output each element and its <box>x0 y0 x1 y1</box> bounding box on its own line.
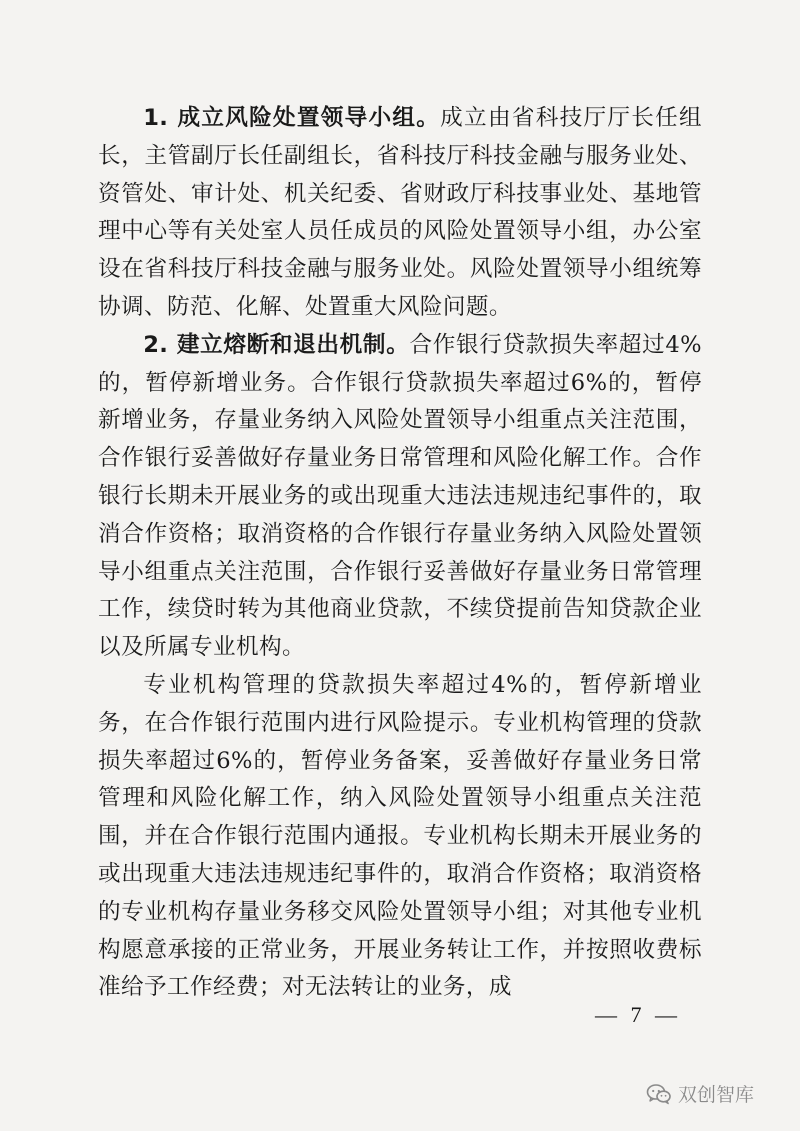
paragraph-circuit-breaker <box>98 327 702 667</box>
paragraph-text: 成立由省科技厅厅长任组长，主管副厅长任副组长，省科技厅科技金融与服务业处、资管处、审计处、机关纪委、省财政厅科技事业处、基地管理中心等有关处室人员任成员的风险处置领导小组，办公室设在省科技厅科技金融与服务业处。风险处置领导小组统筹协调、防范、化解、处置重大风险问题。 <box>98 105 702 320</box>
paragraph-text: 合作银行贷款损失率超过4%的，暂停新增业务。合作银行贷款损失率超过6%的，暂停新增业务，存量业务纳入风险处置领导小组重点关注范围，合作银行妥善做好存量业务日常管理和风险化解工作。合作银行长期未开展业务的或出现重大违法违规违纪事件的，取消合作资格；取消资格的合作银行存量业务纳入风险处置领导小组重点关注范围，合作银行妥善做好存量业务日常管理工作，续贷时转为其他商业贷款，不续贷提前告知贷款企业以及所属专业机构。 <box>98 331 703 661</box>
paragraph-risk-leading-group <box>98 100 702 327</box>
document-body <box>98 100 702 1007</box>
page-number: — 7 — <box>595 1002 681 1027</box>
watermark-text: 双创智库 <box>677 1084 754 1106</box>
watermark <box>646 1080 754 1107</box>
paragraph-professional-institutions <box>98 667 702 1007</box>
wechat-icon <box>646 1083 672 1105</box>
paragraph-text: 专业机构管理的贷款损失率超过4%的，暂停新增业务，在合作银行范围内进行风险提示。专业机构管理的贷款损失率超过6%的，暂停业务备案，妥善做好存量业务日常管理和风险化解工作，纳入风险处置领导小组重点关注范围，并在合作银行范围内通报。专业机构长期未开展业务的或出现重大违法违规违纪事件的，取消合作资格；取消资格的专业机构存量业务移交风险处置领导小组；对其他专业机构愿意承接的正常业务，开展业务转让工作，并按照收费标准给予工作经费；对无法转让的业务，成 <box>98 671 702 1001</box>
paragraph-heading: 2. 建立熔断和退出机制。 <box>143 331 410 358</box>
paragraph-heading: 1. 成立风险处置领导小组。 <box>143 105 441 131</box>
